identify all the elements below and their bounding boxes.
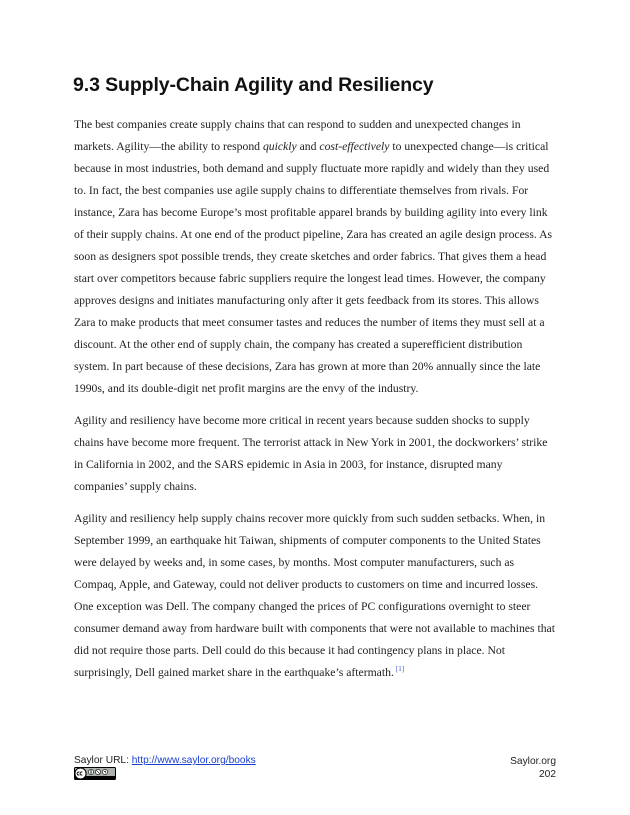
footer-source-link[interactable]: http://www.saylor.org/books	[131, 755, 256, 766]
footnote-link[interactable]: [1]	[395, 665, 405, 674]
paragraph-3-text: Agility and resiliency help supply chains recover more quickly from such sudden setbacks. When, in September 1999, an earthquake hit Taiwan, shipments of computer components to the United States were delayed by weeks and, in some cases, by months. Most computer manufacturers, such as Compaq, Apple, and Gateway, could not deliver products to customers on time and incurred losses. One exception was Dell. The company changed the prices of PC configurations overnight to steer consumer demand away from hardware built with components that were not available to machines that did not require those parts. Dell could do this because it had contingency plans in place. Not surprisingly, Dell gained market share in the earthquake’s aftermath.	[74, 512, 555, 679]
footer-source-label: Saylor URL:	[74, 755, 132, 766]
paragraph-3	[74, 508, 556, 684]
paragraph-1-text-a: The best companies create supply chains that can respond to sudden and unexpected changes in markets. Agility—the ability to respond	[74, 118, 521, 153]
footer-publisher: Saylor.org	[510, 756, 556, 767]
footer-source	[74, 755, 256, 766]
emphasis-quickly: quickly	[262, 140, 297, 153]
paragraph-1-text-b: and	[296, 140, 320, 153]
paragraph-1-text-c: to unexpected change—is critical because in most industries, both demand and supply fluctuate more rapidly and widely than they used to. In fact, the best companies use agile supply chains to differentiate themselves from rivals. For instance, Zara has become Europe’s most profitable apparel brands by building agility into every link of their supply chains. At one end of the product pipeline, Zara has created an agile design process. As soon as designers spot possible trends, they create sketches and order fabrics. That gives them a head start over competitors because fabric suppliers require the longest lead times. However, the company approves designs and initiates manufacturing only after it gets feedback from its stores. This allows Zara to make products that meet consumer tastes and reduces the number of items they must sell at a discount. At the other end of supply chain, the company has created a superefficient distribution system. In part because of these decisions, Zara has grown at more than 20% annually since the late 1990s, and its double-digit net profit margins are the envy of the industry.	[74, 140, 553, 395]
paragraph-2: Agility and resiliency have become more critical in recent years because sudden shocks to supply chains have become more frequent. The terrorist attack in New York in 2001, the dockworkers’ strike in California in 2002, and the SARS epidemic in Asia in 2003, for instance, disrupted many companies’ supply chains.	[74, 414, 548, 493]
section-body	[74, 114, 556, 684]
footer-page-info	[510, 755, 556, 781]
creative-commons-by-nc-sa-icon[interactable]	[74, 767, 116, 780]
paragraph-1	[74, 114, 556, 400]
emphasis-cost-effectively: cost-effectively	[319, 140, 390, 153]
page-number: 202	[539, 769, 556, 780]
section-heading: 9.3 Supply-Chain Agility and Resiliency	[73, 74, 434, 96]
